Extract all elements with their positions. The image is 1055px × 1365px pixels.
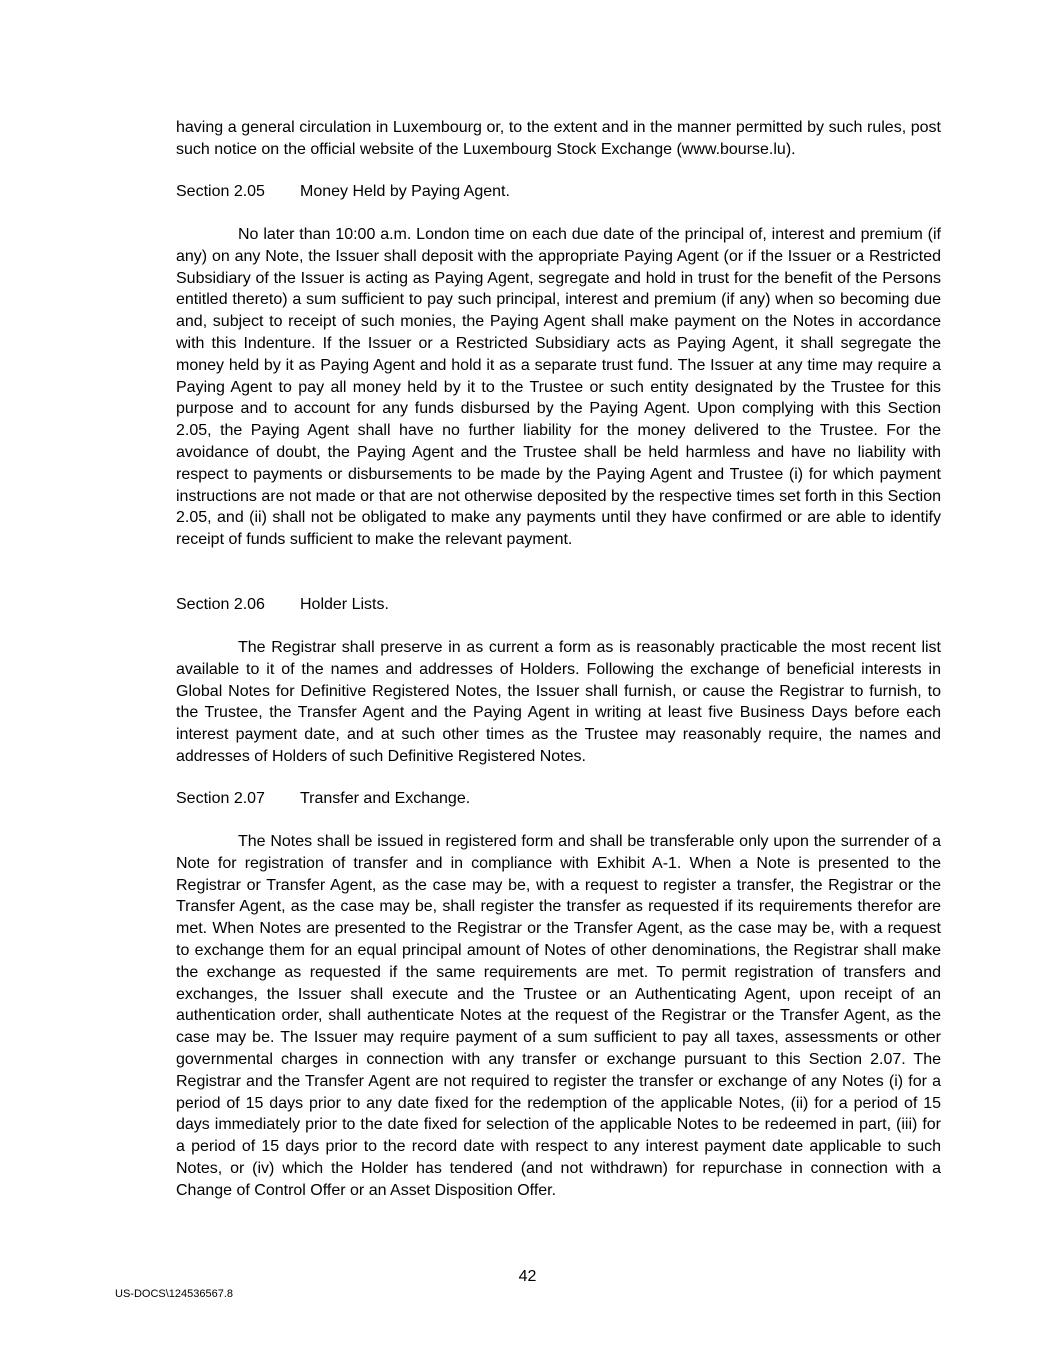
paragraph-text: The Notes shall be issued in registered form and shall be transferable only upon the surrender of a Note for registration of transfer and in compliance with Exhibit A-1. When a Note is presented to the Registrar or Transfer Agent, as the case may be, with a request to register a transfer, the Registrar or the Transfer Agent, as the case may be, shall register the transfer as requested if its requirements therefor are met. When Notes are presented to the Registrar or the Transfer Agent, as the case may be, with a request to exchange them for an equal principal amount of Notes of other denominations, the Registrar shall make the exchange as requested if the same requirements are met. To permit registration of transfers and exchanges, the Issuer shall execute and the Trustee or an Authenticating Agent, upon receipt of an authentication order, shall authenticate Notes at the request of the Registrar or the Transfer Agent, as the case may be. The Issuer may require payment of a sum sufficient to pay all taxes, assessments or other governmental charges in connection with any transfer or exchange pursuant to this Section 2.07. The Registrar and the Transfer Agent are not required to register the transfer or exchange of any Notes (i) for a period of 15 days prior to any date fixed for the redemption of the applicable Notes, (ii) for a period of 15 days immediately prior to the date fixed for selection of the applicable Notes to be redeemed in part, (iii) for a period of 15 days prior to the record date with respect to any interest payment date applicable to such Notes, or (iv) which the Holder has tendered (and not withdrawn) for repurchase in connection with a Change of Control Offer or an Asset Disposition Offer. [176, 833, 941, 1199]
section-title: Transfer and Exchange. [300, 790, 471, 807]
section-2-06-body [176, 637, 941, 768]
document-id: US-DOCS\124536567.8 [115, 1288, 234, 1300]
paragraph-text: No later than 10:00 a.m. London time on each due date of the principal of, interest and premium (if any) on any Note, the Issuer shall deposit with the appropriate Paying Agent (or if the Issuer or a Restricted Subsidiary of the Issuer is acting as Paying Agent, segregate and hold in trust for the benefit of the Persons entitled thereto) a sum sufficient to pay such principal, interest and premium (if any) when so becoming due and, subject to receipt of such monies, the Paying Agent shall make payment on the Notes in accordance with this Indenture. If the Issuer or a Restricted Subsidiary acts as Paying Agent, it shall segregate the money held by it as Paying Agent and hold it as a separate trust fund. The Issuer at any time may require a Paying Agent to pay all money held by it to the Trustee or such entity designated by the Trustee for this purpose and to account for any funds disbursed by the Paying Agent. Upon complying with this Section 2.05, the Paying Agent shall have no further liability for the money delivered to the Trustee. For the avoidance of doubt, the Paying Agent and the Trustee shall be held harmless and have no liability with respect to payments or disbursements to be made by the Paying Agent and Trustee (i) for which payment instructions are not made or that are not otherwise deposited by the respective times set forth in this Section 2.05, and (ii) shall not be obligated to make any payments until they have confirmed or are able to identify receipt of funds sufficient to make the relevant payment. [176, 226, 941, 549]
paragraph-text: having a general circulation in Luxembourg or, to the extent and in the manner permitted by such rules, post such notice on the official website of the Luxembourg Stock Exchange (www.bourse.lu). [176, 119, 941, 158]
section-title: Money Held by Paying Agent. [300, 183, 510, 200]
section-heading-2-06 [176, 594, 389, 616]
section-number: Section 2.07 [176, 790, 265, 807]
section-2-07-body [176, 831, 941, 1202]
paragraph-continuation [176, 117, 941, 161]
paragraph-text: The Registrar shall preserve in as current a form as is reasonably practicable the most recent list available to it of the names and addresses of Holders. Following the exchange of beneficial interests in Global Notes for Definitive Registered Notes, the Issuer shall furnish, or cause the Registrar to furnish, to the Trustee, the Transfer Agent and the Paying Agent in writing at least five Business Days before each interest payment date, and at such other times as the Trustee may reasonably require, the names and addresses of Holders of such Definitive Registered Notes. [176, 639, 941, 765]
section-number: Section 2.05 [176, 183, 265, 200]
section-title: Holder Lists. [300, 596, 389, 613]
page-number: 42 [518, 1268, 537, 1285]
section-2-05-body [176, 224, 941, 551]
section-number: Section 2.06 [176, 596, 265, 613]
section-heading-2-05 [176, 181, 510, 203]
section-heading-2-07 [176, 788, 470, 810]
